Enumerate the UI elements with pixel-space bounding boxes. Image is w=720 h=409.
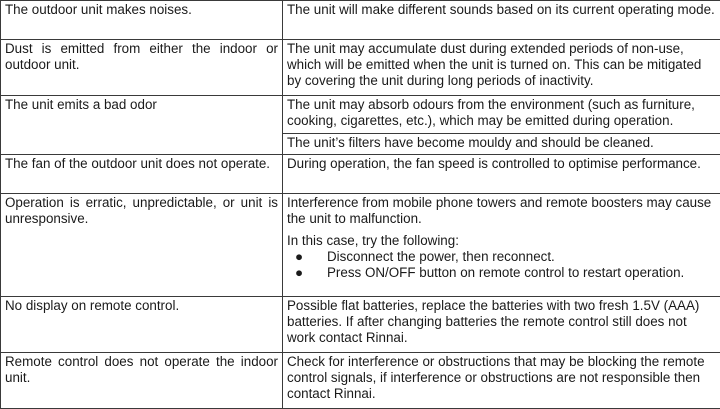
cause-cell: The unit’s filters have become mouldy and should be cleaned. <box>283 134 720 155</box>
cause-text: Interference from mobile phone towers and remote boosters may cause the unit to malfunction. <box>287 194 712 226</box>
cause-followup-text: In this case, try the following: <box>287 232 459 248</box>
cause-cell: Check for interference or obstructions that may be blocking the remote control signals, if interference or obstructions are not responsible then contact Rinnai. <box>283 352 720 408</box>
cause-cell <box>283 193 720 296</box>
symptom-cell: The fan of the outdoor unit does not operate. <box>1 155 283 194</box>
table-row <box>1 193 720 296</box>
symptom-cell: The outdoor unit makes noises. <box>1 1 283 40</box>
symptom-cell: Operation is erratic, unpredictable, or unit is unresponsive. <box>1 193 283 296</box>
bullet-list <box>287 249 716 281</box>
bullet-icon: ● <box>295 248 304 264</box>
cause-cell: Possible flat batteries, replace the batteries with two fresh 1.5V (AAA) batteries. If after changing batteries the remote control still does not work contact Rinnai. <box>283 296 720 352</box>
list-item <box>295 249 716 265</box>
cause-cell: The unit may accumulate dust during extended periods of non-use, which will be emitted when the unit is turned on. This can be mitigated by covering the unit during long periods of inactivity. <box>283 39 720 95</box>
symptom-cell: No display on remote control. <box>1 296 283 352</box>
cause-cell: The unit may absorb odours from the environment (such as furniture, cooking, cigarettes, etc.), which may be emitted during operation. <box>283 95 720 134</box>
cause-cell: The unit will make different sounds based on its current operating mode. <box>283 1 720 40</box>
table-row <box>1 296 720 352</box>
list-item-text: Disconnect the power, then reconnect. <box>327 248 555 264</box>
bullet-icon: ● <box>295 264 304 280</box>
list-item <box>295 265 716 281</box>
table-row <box>1 95 720 134</box>
symptom-cell: Dust is emitted from either the indoor or outdoor unit. <box>1 39 283 95</box>
table-row <box>1 352 720 408</box>
table-row <box>1 39 720 95</box>
symptom-cell: Remote control does not operate the indoor unit. <box>1 352 283 408</box>
symptom-cell: The unit emits a bad odor <box>1 95 283 155</box>
cause-cell: During operation, the fan speed is controlled to optimise performance. <box>283 155 720 194</box>
table-row <box>1 155 720 194</box>
list-item-text: Press ON/OFF button on remote control to restart operation. <box>327 264 685 280</box>
table-row <box>1 1 720 40</box>
